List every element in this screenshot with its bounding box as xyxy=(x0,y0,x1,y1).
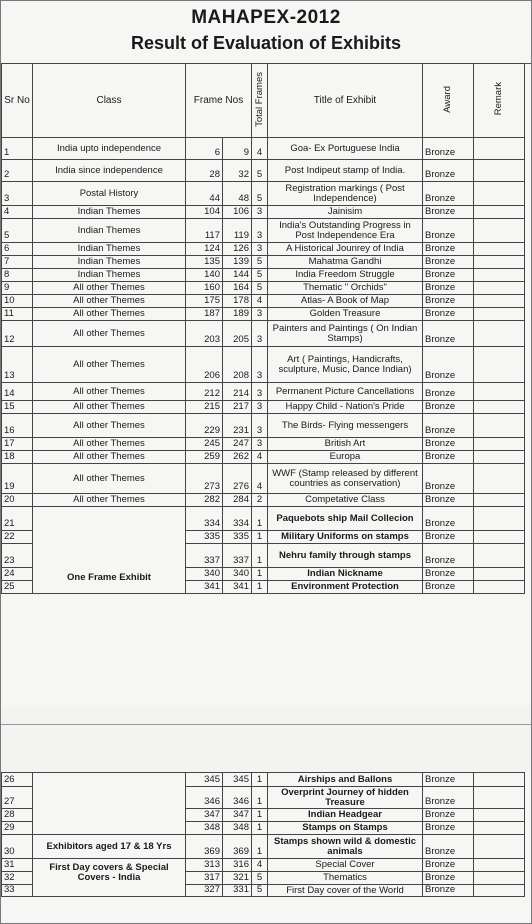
cell-frame-from: 28 xyxy=(186,160,223,182)
cell-frame-to: 369 xyxy=(223,835,252,859)
cell-title: Jainisim xyxy=(268,206,423,219)
table-row xyxy=(2,414,525,438)
cell-sr-no: 2 xyxy=(2,160,33,182)
cell-remark xyxy=(474,182,525,206)
cell-sr-no: 26 xyxy=(2,773,33,787)
cell-sr-no: 16 xyxy=(2,414,33,438)
cell-remark xyxy=(474,219,525,243)
cell-remark xyxy=(474,269,525,282)
cell-frame-to: 205 xyxy=(223,321,252,347)
cell-award: Bronze xyxy=(423,773,474,787)
cell-total-frames: 3 xyxy=(252,414,268,438)
cell-frame-from: 124 xyxy=(186,243,223,256)
cell-total-frames: 3 xyxy=(252,243,268,256)
cell-title: British Art xyxy=(268,438,423,451)
col-sr-no: Sr No xyxy=(2,64,33,138)
cell-total-frames: 4 xyxy=(252,295,268,308)
cell-remark xyxy=(474,507,525,531)
cell-total-frames: 5 xyxy=(252,269,268,282)
cell-sr-no: 30 xyxy=(2,835,33,859)
cell-class: Postal History xyxy=(33,182,186,206)
cell-class: India since independence xyxy=(33,160,186,182)
cell-class: All other Themes xyxy=(33,494,186,507)
table-row xyxy=(2,206,525,219)
cell-sr-no: 14 xyxy=(2,383,33,401)
cell-title: Overprint Journey of hidden Treasure xyxy=(268,787,423,809)
cell-title: Post Indipeut stamp of India. xyxy=(268,160,423,182)
cell-award: Bronze xyxy=(423,885,474,897)
cell-sr-no: 12 xyxy=(2,321,33,347)
cell-remark xyxy=(474,494,525,507)
cell-frame-to: 340 xyxy=(223,568,252,581)
cell-frame-from: 135 xyxy=(186,256,223,269)
cell-remark xyxy=(474,347,525,383)
cell-remark xyxy=(474,321,525,347)
cell-sr-no: 11 xyxy=(2,308,33,321)
cell-award: Bronze xyxy=(423,295,474,308)
cell-class: All other Themes xyxy=(33,347,186,383)
cell-frame-to: 348 xyxy=(223,822,252,835)
cell-total-frames: 4 xyxy=(252,859,268,872)
cell-class: Indian Themes xyxy=(33,243,186,256)
cell-title: Registration markings ( Post Independence) xyxy=(268,182,423,206)
cell-award: Bronze xyxy=(423,401,474,414)
cell-award: Bronze xyxy=(423,464,474,494)
cell-class: All other Themes xyxy=(33,464,186,494)
cell-remark xyxy=(474,581,525,594)
table-row xyxy=(2,321,525,347)
cell-total-frames: 1 xyxy=(252,581,268,594)
cell-frame-to: 334 xyxy=(223,507,252,531)
table-row xyxy=(2,401,525,414)
document-title: MAHAPEX-2012 xyxy=(191,7,341,28)
cell-remark xyxy=(474,438,525,451)
table-row xyxy=(2,383,525,401)
cell-title: Indian Nickname xyxy=(268,568,423,581)
cell-class: All other Themes xyxy=(33,321,186,347)
cell-award: Bronze xyxy=(423,206,474,219)
cell-total-frames: 1 xyxy=(252,822,268,835)
cell-award: Bronze xyxy=(423,507,474,531)
cell-award: Bronze xyxy=(423,438,474,451)
cell-sr-no: 4 xyxy=(2,206,33,219)
cell-total-frames: 1 xyxy=(252,773,268,787)
cell-award: Bronze xyxy=(423,414,474,438)
cell-sr-no: 1 xyxy=(2,138,33,160)
cell-frame-from: 335 xyxy=(186,531,223,544)
cell-frame-from: 259 xyxy=(186,451,223,464)
cell-title: Painters and Paintings ( On Indian Stamps) xyxy=(268,321,423,347)
cell-sr-no: 31 xyxy=(2,859,33,872)
cell-award: Bronze xyxy=(423,347,474,383)
cell-frame-from: 212 xyxy=(186,383,223,401)
cell-sr-no: 7 xyxy=(2,256,33,269)
cell-frame-to: 126 xyxy=(223,243,252,256)
table-row xyxy=(2,243,525,256)
cell-frame-to: 231 xyxy=(223,414,252,438)
cell-sr-no: 24 xyxy=(2,568,33,581)
table-row xyxy=(2,182,525,206)
cell-total-frames: 1 xyxy=(252,568,268,581)
cell-title: First Day cover of the World xyxy=(268,885,423,897)
cell-sr-no: 25 xyxy=(2,581,33,594)
cell-award: Bronze xyxy=(423,544,474,568)
cell-remark xyxy=(474,451,525,464)
cell-award: Bronze xyxy=(423,383,474,401)
cell-frame-to: 139 xyxy=(223,256,252,269)
cell-award: Bronze xyxy=(423,243,474,256)
cell-award: Bronze xyxy=(423,321,474,347)
cell-total-frames: 3 xyxy=(252,308,268,321)
cell-award: Bronze xyxy=(423,138,474,160)
cell-title: Thematics xyxy=(268,872,423,885)
cell-award: Bronze xyxy=(423,308,474,321)
cell-sr-no: 18 xyxy=(2,451,33,464)
cell-sr-no: 8 xyxy=(2,269,33,282)
cell-frame-to: 284 xyxy=(223,494,252,507)
cell-frame-to: 208 xyxy=(223,347,252,383)
cell-remark xyxy=(474,568,525,581)
table-row xyxy=(2,347,525,383)
cell-award: Bronze xyxy=(423,182,474,206)
cell-title: India Freedom Struggle xyxy=(268,269,423,282)
cell-frame-from: 140 xyxy=(186,269,223,282)
cell-frame-from: 341 xyxy=(186,581,223,594)
cell-frame-to: 178 xyxy=(223,295,252,308)
cell-sr-no: 20 xyxy=(2,494,33,507)
cell-award: Bronze xyxy=(423,269,474,282)
cell-class: India upto independence xyxy=(33,138,186,160)
cell-award: Bronze xyxy=(423,859,474,872)
cell-remark xyxy=(474,464,525,494)
cell-title: Atlas- A Book of Map xyxy=(268,295,423,308)
cell-frame-to: 316 xyxy=(223,859,252,872)
cell-class-aged: Exhibitors aged 17 & 18 Yrs xyxy=(33,835,186,859)
cell-sr-no: 23 xyxy=(2,544,33,568)
cell-frame-from: 175 xyxy=(186,295,223,308)
cell-title: Happy Child - Nation's Pride xyxy=(268,401,423,414)
cell-remark xyxy=(474,138,525,160)
cell-award: Bronze xyxy=(423,219,474,243)
cell-frame-to: 214 xyxy=(223,383,252,401)
cell-sr-no: 3 xyxy=(2,182,33,206)
table-row xyxy=(2,282,525,295)
cell-frame-from: 313 xyxy=(186,859,223,872)
cell-class: All other Themes xyxy=(33,383,186,401)
document-subtitle: Result of Evaluation of Exhibits xyxy=(130,33,402,53)
table-row xyxy=(2,835,525,859)
cell-award: Bronze xyxy=(423,822,474,835)
table-row xyxy=(2,256,525,269)
col-title: Title of Exhibit xyxy=(268,64,423,138)
cell-class: Indian Themes xyxy=(33,206,186,219)
cell-frame-from: 160 xyxy=(186,282,223,295)
cell-class: Indian Themes xyxy=(33,256,186,269)
cell-title: Art ( Paintings, Handicrafts, sculpture, Music, Dance Indian) xyxy=(268,347,423,383)
cell-sr-no: 5 xyxy=(2,219,33,243)
cell-sr-no: 21 xyxy=(2,507,33,531)
table-row xyxy=(2,160,525,182)
cell-award: Bronze xyxy=(423,787,474,809)
table-row xyxy=(2,859,525,872)
cell-remark xyxy=(474,295,525,308)
cell-frame-from: 117 xyxy=(186,219,223,243)
cell-sr-no: 17 xyxy=(2,438,33,451)
cell-total-frames: 5 xyxy=(252,256,268,269)
cell-frame-to: 345 xyxy=(223,773,252,787)
cell-sr-no: 33 xyxy=(2,885,33,897)
cell-frame-from: 6 xyxy=(186,138,223,160)
cell-frame-to: 331 xyxy=(223,885,252,897)
cell-award: Bronze xyxy=(423,160,474,182)
cell-frame-from: 348 xyxy=(186,822,223,835)
cell-award: Bronze xyxy=(423,835,474,859)
cell-title: Indian Headgear xyxy=(268,809,423,822)
cell-class-one-frame-cont xyxy=(33,773,186,835)
cell-remark xyxy=(474,787,525,809)
cell-title: Nehru family through stamps xyxy=(268,544,423,568)
cell-total-frames: 1 xyxy=(252,531,268,544)
table-row xyxy=(2,773,525,787)
cell-total-frames: 3 xyxy=(252,401,268,414)
cell-frame-to: 119 xyxy=(223,219,252,243)
cell-sr-no: 29 xyxy=(2,822,33,835)
cell-sr-no: 15 xyxy=(2,401,33,414)
cell-remark xyxy=(474,773,525,787)
table-row xyxy=(2,438,525,451)
cell-total-frames: 1 xyxy=(252,809,268,822)
cell-frame-from: 337 xyxy=(186,544,223,568)
table-row xyxy=(2,494,525,507)
cell-sr-no: 28 xyxy=(2,809,33,822)
cell-title: Competative Class xyxy=(268,494,423,507)
table-row xyxy=(2,308,525,321)
cell-remark xyxy=(474,872,525,885)
cell-title: Europa xyxy=(268,451,423,464)
cell-total-frames: 5 xyxy=(252,182,268,206)
cell-remark xyxy=(474,160,525,182)
cell-award: Bronze xyxy=(423,282,474,295)
cell-award: Bronze xyxy=(423,451,474,464)
cell-frame-to: 262 xyxy=(223,451,252,464)
table-row xyxy=(2,219,525,243)
cell-total-frames: 1 xyxy=(252,835,268,859)
cell-sr-no: 22 xyxy=(2,531,33,544)
cell-frame-from: 345 xyxy=(186,773,223,787)
cell-sr-no: 27 xyxy=(2,787,33,809)
cell-remark xyxy=(474,809,525,822)
cell-frame-to: 346 xyxy=(223,787,252,809)
cell-frame-from: 215 xyxy=(186,401,223,414)
results-table-part2 xyxy=(1,772,525,897)
cell-total-frames: 2 xyxy=(252,494,268,507)
cell-remark xyxy=(474,414,525,438)
cell-remark xyxy=(474,401,525,414)
cell-title: Mahatma Gandhi xyxy=(268,256,423,269)
cell-award: Bronze xyxy=(423,872,474,885)
cell-class: All other Themes xyxy=(33,401,186,414)
cell-frame-from: 282 xyxy=(186,494,223,507)
cell-sr-no: 32 xyxy=(2,872,33,885)
table-row xyxy=(2,464,525,494)
cell-remark xyxy=(474,544,525,568)
cell-total-frames: 3 xyxy=(252,347,268,383)
cell-class: All other Themes xyxy=(33,414,186,438)
cell-frame-to: 335 xyxy=(223,531,252,544)
cell-title: The Birds- Flying messengers xyxy=(268,414,423,438)
cell-frame-from: 44 xyxy=(186,182,223,206)
cell-total-frames: 1 xyxy=(252,544,268,568)
cell-title: Permanent Picture Cancellations xyxy=(268,383,423,401)
cell-frame-from: 203 xyxy=(186,321,223,347)
col-class: Class xyxy=(33,64,186,138)
table-header-row xyxy=(2,64,525,138)
cell-remark xyxy=(474,256,525,269)
col-award: Award xyxy=(423,64,474,138)
table-row xyxy=(2,507,525,531)
cell-remark xyxy=(474,206,525,219)
cell-award: Bronze xyxy=(423,568,474,581)
cell-total-frames: 3 xyxy=(252,383,268,401)
cell-class: All other Themes xyxy=(33,295,186,308)
cell-frame-to: 32 xyxy=(223,160,252,182)
cell-frame-to: 144 xyxy=(223,269,252,282)
cell-title: Stamps shown wild & domestic animals xyxy=(268,835,423,859)
cell-remark xyxy=(474,859,525,872)
cell-frame-to: 189 xyxy=(223,308,252,321)
cell-frame-to: 276 xyxy=(223,464,252,494)
cell-class: All other Themes xyxy=(33,451,186,464)
col-total-frames: Total Frames xyxy=(252,64,268,138)
cell-frame-from: 245 xyxy=(186,438,223,451)
cell-frame-from: 369 xyxy=(186,835,223,859)
cell-title: Goa- Ex Portuguese India xyxy=(268,138,423,160)
cell-sr-no: 13 xyxy=(2,347,33,383)
cell-title: WWF (Stamp released by different countries as conservation) xyxy=(268,464,423,494)
cell-title: Environment Protection xyxy=(268,581,423,594)
cell-title: Military Uniforms on stamps xyxy=(268,531,423,544)
cell-frame-to: 347 xyxy=(223,809,252,822)
cell-title: Paquebots ship Mail Collecion xyxy=(268,507,423,531)
cell-title: Stamps on Stamps xyxy=(268,822,423,835)
cell-total-frames: 4 xyxy=(252,464,268,494)
cell-title: A Historical Jounrey of India xyxy=(268,243,423,256)
cell-remark xyxy=(474,243,525,256)
cell-total-frames: 3 xyxy=(252,438,268,451)
cell-frame-to: 164 xyxy=(223,282,252,295)
cell-award: Bronze xyxy=(423,256,474,269)
cell-frame-to: 247 xyxy=(223,438,252,451)
cell-title: Golden Treasure xyxy=(268,308,423,321)
cell-frame-from: 229 xyxy=(186,414,223,438)
cell-total-frames: 5 xyxy=(252,160,268,182)
cell-total-frames: 5 xyxy=(252,885,268,897)
cell-frame-from: 340 xyxy=(186,568,223,581)
cell-frame-to: 321 xyxy=(223,872,252,885)
cell-remark xyxy=(474,308,525,321)
cell-frame-to: 217 xyxy=(223,401,252,414)
cell-award: Bronze xyxy=(423,494,474,507)
cell-title: Airships and Ballons xyxy=(268,773,423,787)
cell-total-frames: 1 xyxy=(252,507,268,531)
cell-sr-no: 9 xyxy=(2,282,33,295)
cell-class: Indian Themes xyxy=(33,219,186,243)
table-row xyxy=(2,451,525,464)
cell-frame-from: 334 xyxy=(186,507,223,531)
cell-total-frames: 5 xyxy=(252,282,268,295)
cell-class: All other Themes xyxy=(33,438,186,451)
cell-remark xyxy=(474,383,525,401)
cell-total-frames: 4 xyxy=(252,138,268,160)
cell-title: Thematic " Orchids" xyxy=(268,282,423,295)
table-row xyxy=(2,269,525,282)
cell-frame-from: 104 xyxy=(186,206,223,219)
cell-award: Bronze xyxy=(423,531,474,544)
cell-total-frames: 4 xyxy=(252,451,268,464)
results-table-part1 xyxy=(1,63,525,594)
cell-remark xyxy=(474,885,525,897)
cell-title: India's Outstanding Progress in Post Independence Era xyxy=(268,219,423,243)
cell-award: Bronze xyxy=(423,581,474,594)
cell-award: Bronze xyxy=(423,809,474,822)
cell-frame-to: 337 xyxy=(223,544,252,568)
cell-frame-from: 273 xyxy=(186,464,223,494)
cell-remark xyxy=(474,531,525,544)
cell-frame-to: 106 xyxy=(223,206,252,219)
cell-frame-from: 347 xyxy=(186,809,223,822)
cell-remark xyxy=(474,822,525,835)
cell-title: Special Cover xyxy=(268,859,423,872)
cell-total-frames: 3 xyxy=(252,321,268,347)
cell-class: All other Themes xyxy=(33,282,186,295)
cell-remark xyxy=(474,835,525,859)
table-row xyxy=(2,295,525,308)
page-break xyxy=(1,706,531,772)
cell-total-frames: 1 xyxy=(252,787,268,809)
col-remark: Remark xyxy=(474,64,525,138)
cell-frame-from: 327 xyxy=(186,885,223,897)
cell-frame-from: 187 xyxy=(186,308,223,321)
cell-total-frames: 5 xyxy=(252,872,268,885)
cell-sr-no: 6 xyxy=(2,243,33,256)
cell-sr-no: 19 xyxy=(2,464,33,494)
cell-class-one-frame: One Frame Exhibit xyxy=(33,507,186,594)
table-row xyxy=(2,138,525,160)
cell-class-fdc: First Day covers & Special Covers - India xyxy=(33,859,186,897)
cell-total-frames: 3 xyxy=(252,219,268,243)
cell-frame-from: 346 xyxy=(186,787,223,809)
cell-frame-to: 341 xyxy=(223,581,252,594)
cell-total-frames: 3 xyxy=(252,206,268,219)
cell-frame-to: 9 xyxy=(223,138,252,160)
cell-frame-from: 317 xyxy=(186,872,223,885)
cell-frame-from: 206 xyxy=(186,347,223,383)
cell-remark xyxy=(474,282,525,295)
cell-class: Indian Themes xyxy=(33,269,186,282)
cell-frame-to: 48 xyxy=(223,182,252,206)
col-frame-nos: Frame Nos xyxy=(186,64,252,138)
cell-class: All other Themes xyxy=(33,308,186,321)
cell-sr-no: 10 xyxy=(2,295,33,308)
